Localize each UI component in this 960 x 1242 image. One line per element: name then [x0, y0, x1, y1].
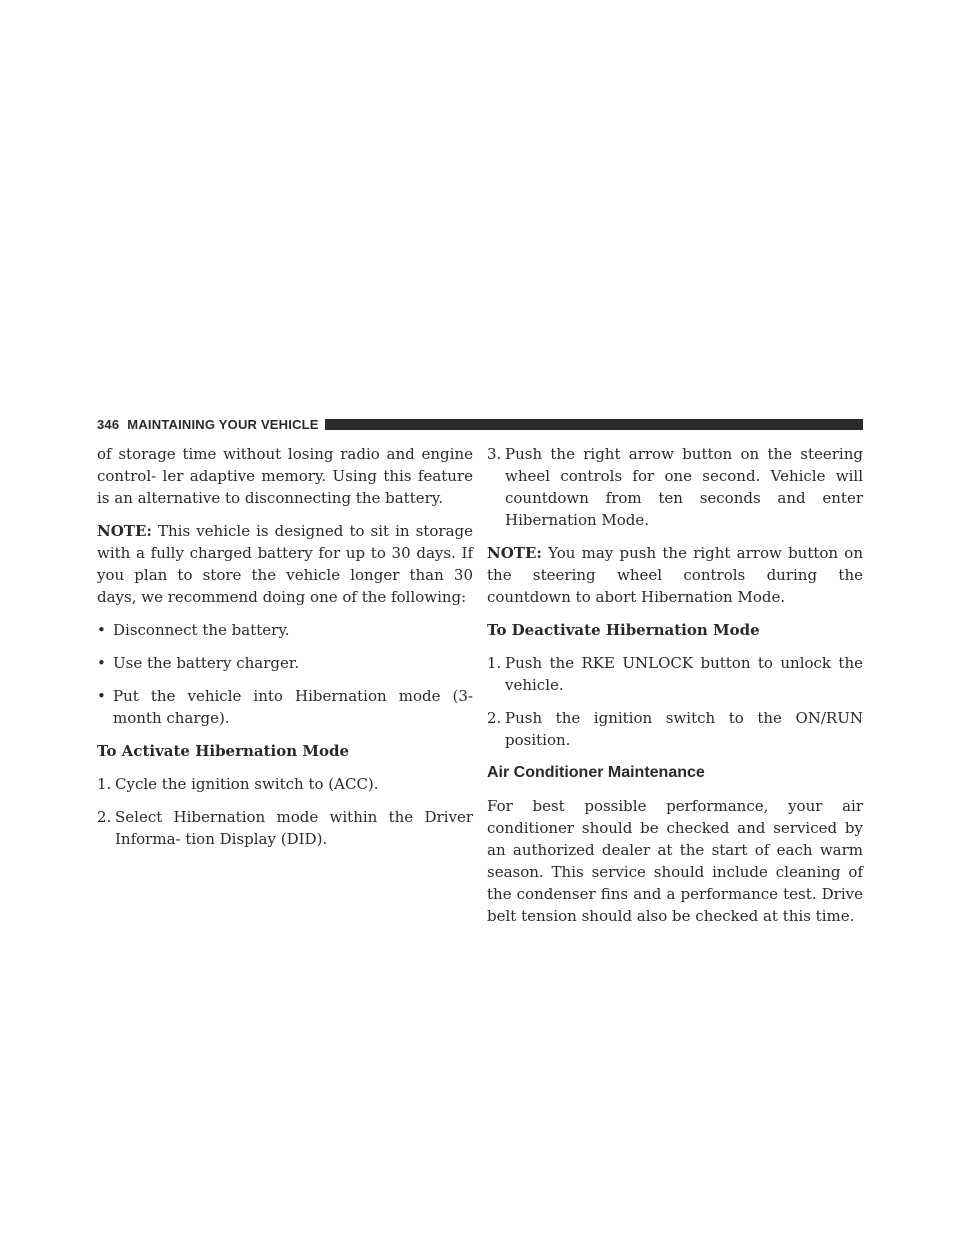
- activate-heading: To Activate Hibernation Mode: [97, 742, 350, 760]
- list-item: 1. Push the RKE UNLOCK button to unlock the vehicle.: [487, 654, 863, 694]
- page-header: [97, 416, 863, 432]
- ac-heading: Air Conditioner Maintenance: [487, 764, 705, 781]
- note-text: You may push the right arrow button on the steering wheel controls during the countdown to abort Hibernation Mode.: [487, 544, 863, 606]
- ac-paragraph: For best possible performance, your air conditioner should be checked and serviced by an authorized dealer at the start of each warm season. This service should include cleaning of the condenser fins and a performance test. Drive belt tension should also be checked at this time.: [487, 797, 863, 925]
- list-item: 1. Cycle the ignition switch to (ACC).: [97, 775, 379, 793]
- list-item: • Disconnect the battery.: [97, 621, 290, 639]
- bullet-icon: •: [97, 621, 106, 639]
- list-item: • Put the vehicle into Hibernation mode (3-month charge).: [97, 687, 473, 727]
- section-title: MAINTAINING YOUR VEHICLE: [127, 416, 319, 432]
- list-item: 2. Select Hibernation mode within the Driver Informa- tion Display (DID).: [97, 808, 473, 848]
- countdown-note: [487, 542, 863, 608]
- header-rule: [325, 419, 863, 430]
- storage-note: [97, 520, 473, 608]
- bullet-icon: •: [97, 654, 106, 672]
- note-label: NOTE:: [487, 544, 542, 562]
- deactivate-heading: To Deactivate Hibernation Mode: [487, 621, 760, 639]
- bullet-icon: •: [97, 687, 106, 705]
- page-number: 346: [97, 416, 120, 432]
- list-item: • Use the battery charger.: [97, 654, 300, 672]
- note-text: This vehicle is designed to sit in storage with a fully charged battery for up to 30 days. If you plan to store the vehicle longer than 30 days, we recommend doing one of the following:: [97, 522, 473, 606]
- right-column: [487, 443, 863, 927]
- intro-paragraph: of storage time without losing radio and engine control- ler adaptive memory. Using this feature is an alternative to disconnecting the battery.: [97, 445, 473, 507]
- list-item: 3. Push the right arrow button on the steering wheel controls for one second. Vehicle will countdown from ten seconds and enter Hibernation Mode.: [487, 445, 863, 529]
- list-item: 2. Push the ignition switch to the ON/RUN position.: [487, 709, 863, 749]
- note-label: NOTE:: [97, 522, 152, 540]
- left-column: [97, 443, 473, 850]
